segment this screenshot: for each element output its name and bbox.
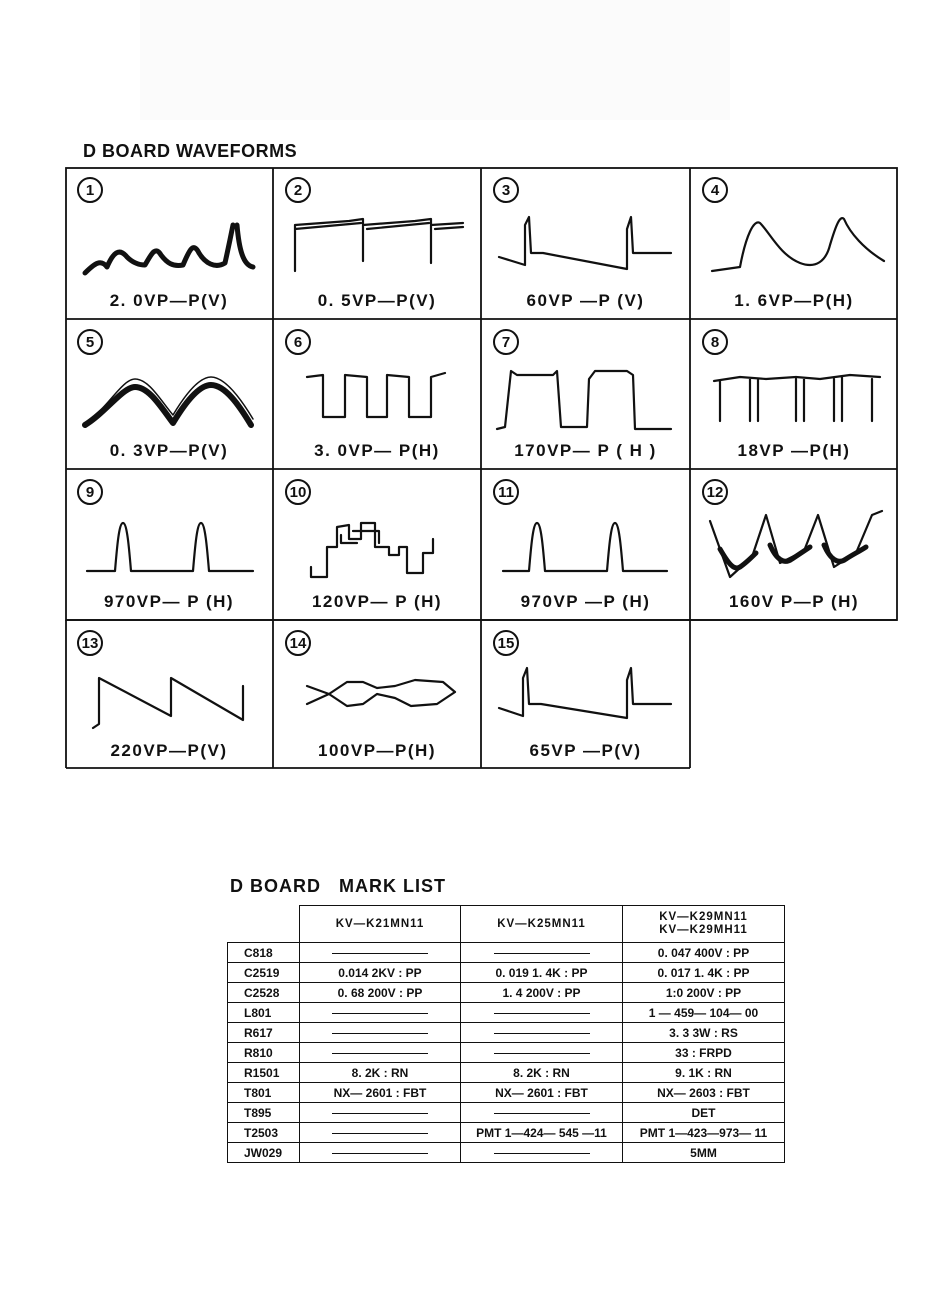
table-row <box>228 1063 785 1083</box>
not-used-dash <box>332 1153 428 1154</box>
panel-number: 10 <box>285 479 311 505</box>
waveform-panel <box>690 469 898 620</box>
table-row <box>228 963 785 983</box>
panel-number: 9 <box>77 479 103 505</box>
value-cell: 8. 2K : RN <box>300 1063 461 1083</box>
header-ref-cell <box>228 906 300 943</box>
panel-caption: 220VP—P(V) <box>110 741 228 760</box>
value-cell: 3. 3 3W : RS <box>623 1023 785 1043</box>
value-cell: 1 — 459— 104— 00 <box>623 1003 785 1023</box>
value-cell: 0.014 2KV : PP <box>300 963 461 983</box>
waveform-panel <box>273 319 481 469</box>
value-cell: 33 : FRPD <box>623 1043 785 1063</box>
waveform-panel <box>65 319 273 469</box>
panel-number: 3 <box>493 177 519 203</box>
table-header-row <box>228 906 785 943</box>
value-cell: 0. 019 1. 4K : PP <box>461 963 623 983</box>
panel-caption: 2. 0VP—P(V) <box>109 291 229 310</box>
not-used-dash <box>332 1013 428 1014</box>
value-cell <box>461 1043 623 1063</box>
panel-caption: 160V P—P (H) <box>728 592 860 611</box>
value-cell: PMT 1—423—973— 11 <box>623 1123 785 1143</box>
waveform-10-trace <box>283 507 471 595</box>
value-cell <box>461 1103 623 1123</box>
table-row <box>228 1083 785 1103</box>
table-row <box>228 1043 785 1063</box>
waveforms-title: D BOARD WAVEFORMS <box>83 141 298 161</box>
value-cell <box>300 1103 461 1123</box>
ref-cell: T801 <box>228 1083 300 1103</box>
not-used-dash <box>332 1133 428 1134</box>
panel-number: 12 <box>702 479 728 505</box>
panel-number: 7 <box>493 329 519 355</box>
ref-cell: T895 <box>228 1103 300 1123</box>
panel-caption: 1. 6VP—P(H) <box>734 291 854 310</box>
waveform-5-trace <box>75 357 263 445</box>
waveform-panel <box>273 469 481 620</box>
waveform-14-trace <box>283 658 471 746</box>
table-row <box>228 1103 785 1123</box>
waveform-panel <box>481 469 690 620</box>
panel-number: 15 <box>493 630 519 656</box>
panel-number: 1 <box>77 177 103 203</box>
ref-cell: R810 <box>228 1043 300 1063</box>
not-used-dash <box>332 1113 428 1114</box>
value-cell <box>461 943 623 963</box>
value-cell: 0. 047 400V : PP <box>623 943 785 963</box>
panel-number: 11 <box>493 479 519 505</box>
table-row <box>228 1143 785 1163</box>
panel-caption: 100VP—P(H) <box>318 741 436 760</box>
waveform-9-trace <box>75 507 263 595</box>
value-cell <box>461 1143 623 1163</box>
waveform-8-trace <box>700 357 888 445</box>
value-cell: 5MM <box>623 1143 785 1163</box>
value-cell: PMT 1—424— 545 —11 <box>461 1123 623 1143</box>
not-used-dash <box>332 1053 428 1054</box>
ref-cell: L801 <box>228 1003 300 1023</box>
value-cell <box>300 943 461 963</box>
header-model-cell: KV—K29MN11 KV—K29MH11 <box>623 906 785 943</box>
waveform-13-trace <box>75 658 263 746</box>
panel-number: 5 <box>77 329 103 355</box>
waveform-1-trace <box>75 205 263 293</box>
mark-list-title: D BOARD MARK LIST <box>230 876 446 896</box>
value-cell <box>300 1003 461 1023</box>
panel-caption: 65VP —P(V) <box>529 741 642 760</box>
panel-caption: 170VP— P ( H ) <box>514 441 657 460</box>
waveform-12-trace <box>700 507 888 595</box>
value-cell <box>461 1023 623 1043</box>
panel-caption: 0. 3VP—P(V) <box>109 441 229 460</box>
panel-caption: 60VP —P (V) <box>526 291 645 310</box>
table-row <box>228 1123 785 1143</box>
header-model-cell: KV—K21MN11 <box>300 906 461 943</box>
value-cell <box>300 1143 461 1163</box>
value-cell: 0. 68 200V : PP <box>300 983 461 1003</box>
panel-caption: 970VP— P (H) <box>103 592 235 611</box>
panel-caption: 18VP —P(H) <box>737 441 851 460</box>
ref-cell: T2503 <box>228 1123 300 1143</box>
value-cell <box>300 1023 461 1043</box>
value-cell <box>300 1123 461 1143</box>
not-used-dash <box>494 1153 590 1154</box>
value-cell <box>300 1043 461 1063</box>
waveform-6-trace <box>283 357 471 445</box>
ref-cell: R1501 <box>228 1063 300 1083</box>
header-model-cell: KV—K25MN11 <box>461 906 623 943</box>
waveform-panel <box>273 167 481 319</box>
waveform-3-trace <box>491 205 679 293</box>
panel-caption: 0. 5VP—P(V) <box>317 291 437 310</box>
value-cell: NX— 2601 : FBT <box>461 1083 623 1103</box>
table-row <box>228 943 785 963</box>
not-used-dash <box>494 953 590 954</box>
waveform-panel <box>273 620 481 769</box>
panel-caption: 970VP —P (H) <box>520 592 651 611</box>
waveform-panel <box>65 167 273 319</box>
waveform-7-trace <box>491 357 679 445</box>
value-cell: 0. 017 1. 4K : PP <box>623 963 785 983</box>
ref-cell: JW029 <box>228 1143 300 1163</box>
value-cell: 1:0 200V : PP <box>623 983 785 1003</box>
panel-number: 13 <box>77 630 103 656</box>
waveform-2-trace <box>283 205 471 293</box>
ref-cell: R617 <box>228 1023 300 1043</box>
value-cell: NX— 2603 : FBT <box>623 1083 785 1103</box>
panel-number: 2 <box>285 177 311 203</box>
not-used-dash <box>494 1053 590 1054</box>
not-used-dash <box>494 1013 590 1014</box>
waveform-panel <box>481 319 690 469</box>
not-used-dash <box>494 1113 590 1114</box>
value-cell: 9. 1K : RN <box>623 1063 785 1083</box>
waveform-panel <box>65 469 273 620</box>
waveform-grid <box>65 167 898 769</box>
table-row <box>228 983 785 1003</box>
ref-cell: C2519 <box>228 963 300 983</box>
waveform-panel <box>481 620 690 769</box>
not-used-dash <box>332 953 428 954</box>
panel-number: 6 <box>285 329 311 355</box>
table-row <box>228 1003 785 1023</box>
scan-shading <box>140 0 730 120</box>
value-cell <box>461 1003 623 1023</box>
value-cell: 1. 4 200V : PP <box>461 983 623 1003</box>
waveform-4-trace <box>700 205 888 293</box>
value-cell: DET <box>623 1103 785 1123</box>
waveform-panel <box>65 620 273 769</box>
waveform-panel <box>481 167 690 319</box>
waveform-15-trace <box>491 658 679 746</box>
not-used-dash <box>494 1033 590 1034</box>
not-used-dash <box>332 1033 428 1034</box>
waveform-panel <box>690 167 898 319</box>
panel-number: 4 <box>702 177 728 203</box>
panel-number: 14 <box>285 630 311 656</box>
panel-caption: 120VP— P (H) <box>311 592 443 611</box>
value-cell: 8. 2K : RN <box>461 1063 623 1083</box>
waveform-panel <box>690 319 898 469</box>
value-cell: NX— 2601 : FBT <box>300 1083 461 1103</box>
mark-list-table <box>227 905 785 1163</box>
ref-cell: C818 <box>228 943 300 963</box>
panel-caption: 3. 0VP— P(H) <box>314 441 440 460</box>
table-row <box>228 1023 785 1043</box>
mark-list-body <box>228 943 785 1163</box>
ref-cell: C2528 <box>228 983 300 1003</box>
waveform-11-trace <box>491 507 679 595</box>
panel-number: 8 <box>702 329 728 355</box>
